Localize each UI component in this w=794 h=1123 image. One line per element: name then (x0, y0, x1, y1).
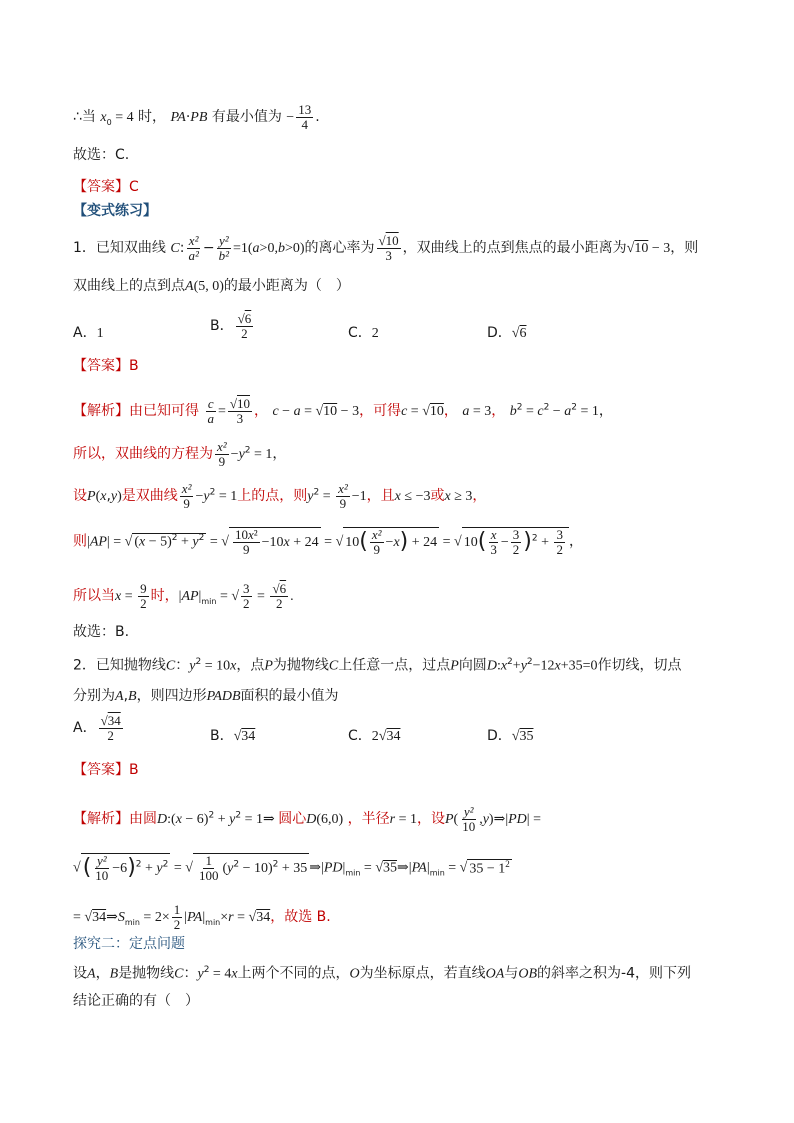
q2-stem-line2: 分别为A,B，则四边形PADB面积的最小值为 (73, 688, 339, 704)
text: ， (443, 403, 458, 420)
text: 或 (430, 488, 445, 505)
analysis-tag: 【解析】 (73, 403, 129, 420)
answer-tag: 【答案】 (73, 179, 129, 195)
q1-option-a[interactable] (73, 322, 104, 342)
text: ∴当 (73, 109, 96, 126)
q2-stem-line1: 2．已知抛物线C：$y^2 = 10x$，点P为抛物线C上任意一点，过点P向圆$D:x^2+y^2-12x+35=0$作切线，切点 (73, 657, 682, 674)
option-value: 1 (96, 326, 104, 341)
q1-stem-line2: 双曲线上的点到点A(5, 0)的最小距离为（ ） (73, 278, 350, 294)
text: 是双曲线 (121, 488, 178, 505)
text: 上任意一点，过点 (338, 657, 451, 674)
text: . (315, 109, 320, 126)
answer-value: B (129, 762, 139, 778)
section-title-explore: 探究二：定点问题 (73, 936, 185, 952)
q2-option-a[interactable]: A． $\frac{√34}{2}$ (73, 713, 121, 743)
answer-tag: 【答案】 (73, 762, 129, 778)
text: 圆心 (278, 811, 307, 828)
option-label: D． (487, 728, 512, 744)
text: ，半径 (347, 811, 390, 828)
text: 有最小值为 (211, 109, 282, 126)
text: 上两个不同的点， (237, 965, 350, 982)
text: 时， (150, 588, 179, 605)
q1-choice: 故选：B. (73, 624, 130, 640)
text: ，故选 B. (270, 909, 331, 926)
option-label: B． (210, 728, 234, 744)
text: ，点 (236, 657, 265, 674)
q1-option-d[interactable]: D．√6 (487, 325, 527, 341)
option-label: C． (348, 728, 372, 744)
option-label: C． (348, 325, 372, 341)
q2-option-d[interactable]: D．√35 (487, 728, 534, 744)
q2-analysis-line2: √( $\frac{\text{y²}}{10}$ $-6)^2 + y^2$ = √ $\frac{1}{100}$ $(y^2 - 10)^2 + 35$ $\Rightarrow|PD|_{min}$ = $√35\Rightarrow|PA|_{min}$ = √ $35 - 1^2$ (73, 853, 510, 883)
text: 双曲线上的点到点 (73, 278, 185, 294)
text: 则 (73, 533, 87, 550)
text: 的离心率为 (304, 240, 375, 257)
text: ，则 (670, 240, 699, 257)
explore-line1: 设A，B是抛物线C：$y^2 = 4x$上两个不同的点，O为坐标原点，若直线OA与OB的斜率之积为-4，则下列 (73, 965, 691, 982)
q2-option-c[interactable]: C．2√34 (348, 728, 401, 744)
text: 的最小距离为（ ） (223, 278, 350, 294)
text: 的斜率之积为-4，则下列 (537, 965, 691, 982)
q1-answer (73, 359, 139, 373)
text: ，且 (366, 488, 395, 505)
q1-analysis-line2: 所以，双曲线的方程为 $\frac{\text{x²}}{9}$ $-y^2 = 1$， (73, 439, 287, 469)
text: ，可得 (359, 403, 402, 420)
text: 设 (73, 965, 87, 982)
option-label: A． (73, 720, 97, 737)
text: 已知双曲线 (95, 240, 166, 257)
text: 上的点，则 (237, 488, 308, 505)
q2-analysis-line1: 【解析】由圆D:(x − $6)^2 + y^2$ = 1⇒ 圆心D(6,0) ，半径r = 1，设P( $\frac{\text{y²}}{10}$ ,y)⇒|PD| = (73, 804, 541, 834)
text: 为抛物线 (272, 657, 329, 674)
text: 设 (73, 488, 87, 505)
text: 已知抛物线 (95, 657, 166, 674)
option-label: D． (487, 325, 512, 341)
fraction: $\frac{13}{4}$ (298, 102, 312, 132)
q2-option-b[interactable]: B．√34 (210, 728, 256, 744)
text: 作切线，切点 (597, 657, 682, 674)
q1-stem-line1: 1．已知双曲线 C: $\frac{\text{x²}}{\text{a²}}$ − $\frac{\text{y²}}{\text{b²}}$ =1(a>0,b>0)的离心率为 $\frac{√10}{3}$ ，双曲线上的点到焦点的最小距离为√10 − 3，则 (73, 233, 699, 263)
text: ， (491, 403, 506, 420)
explore-line2: 结论正确的有（ ） (73, 993, 199, 1009)
q1-option-b[interactable]: B． $\frac{√6}{2}$ (210, 311, 252, 341)
text: 由已知可得 (129, 403, 199, 420)
q1-analysis-line4: 则|AP| = √ $(x - 5)^2 + y^2$ = √ $\frac{\text{10x²}}{9}$ −10x + 24 = √ 10( $\frac{\text{x²}}{9}$ −x) + 24 = √ 10( $\frac{x}{3}$ − $\frac{3}{2}$ )$^2$ + $\frac{3}{2}$ ， (73, 527, 583, 557)
q1-analysis-line3: 设P(x,y)是双曲线 $\frac{\text{x²}}{9}$ $-y^2 = 1$上的点，则$y^2$ = $\frac{\text{x²}}{9}$ −1，且x ≤ −3或x ≥ 3， (73, 481, 487, 511)
text: 为坐标原点，若直线 (359, 965, 486, 982)
question-number: 2． (73, 657, 96, 674)
option-label: A． (73, 325, 97, 341)
answer-tag: 【答案】 (73, 358, 129, 374)
text: 时， (138, 109, 167, 126)
choice-line: 故选：C. (73, 147, 130, 163)
option-label: B． (210, 318, 234, 335)
text: 由圆 (129, 811, 157, 828)
option-value: 2 (371, 326, 379, 341)
question-number: 1． (73, 240, 96, 257)
text: 所以当 (73, 588, 115, 605)
text: 分别为 (73, 688, 115, 704)
q1-option-c[interactable] (348, 322, 379, 342)
q2-answer (73, 763, 139, 777)
text: ， (472, 488, 487, 505)
q1-analysis-line1: 【解析】由已知可得 $\frac{c}{a}$ = $\frac{√10}{3}$ ， c − a = √10 − 3，可得c = √10， a = 3， $b^2 = c^2 - a^2 = 1$， (73, 396, 613, 426)
text: 面积的最小值为 (240, 688, 339, 704)
text: 与 (504, 965, 519, 982)
text: ， (254, 403, 268, 420)
section-title-variant: 【变式练习】 (73, 203, 157, 219)
q1-analysis-line5: 所以当x = $\frac{9}{2}$ 时，$|AP|_{min}$ = √ $\frac{3}{2}$ = $\frac{√6}{2}$ . (73, 581, 294, 611)
analysis-tag: 【解析】 (73, 811, 129, 828)
text: ，设 (416, 811, 445, 828)
answer-line (73, 180, 139, 194)
text: ，则四边形 (136, 688, 207, 704)
conclusion-line: ∴当 $x_0 = 4$ 时， PA·PB 有最小值为 − $\frac{13}{4}$ . (73, 102, 320, 132)
text: ，双曲线上的点到焦点的最小距离为 (402, 240, 627, 257)
answer-value: C (129, 179, 139, 195)
text: 是抛物线 (118, 965, 175, 982)
q2-analysis-line3: = $√34\Rightarrow S_{min} = 2\times$ $\frac{1}{2}$ $|PA|_{min}\times r = √34$，故选 B. (73, 902, 331, 932)
text: 向圆 (458, 657, 487, 674)
answer-value: B (129, 358, 139, 374)
text: 所以，双曲线的方程为 (73, 446, 213, 463)
